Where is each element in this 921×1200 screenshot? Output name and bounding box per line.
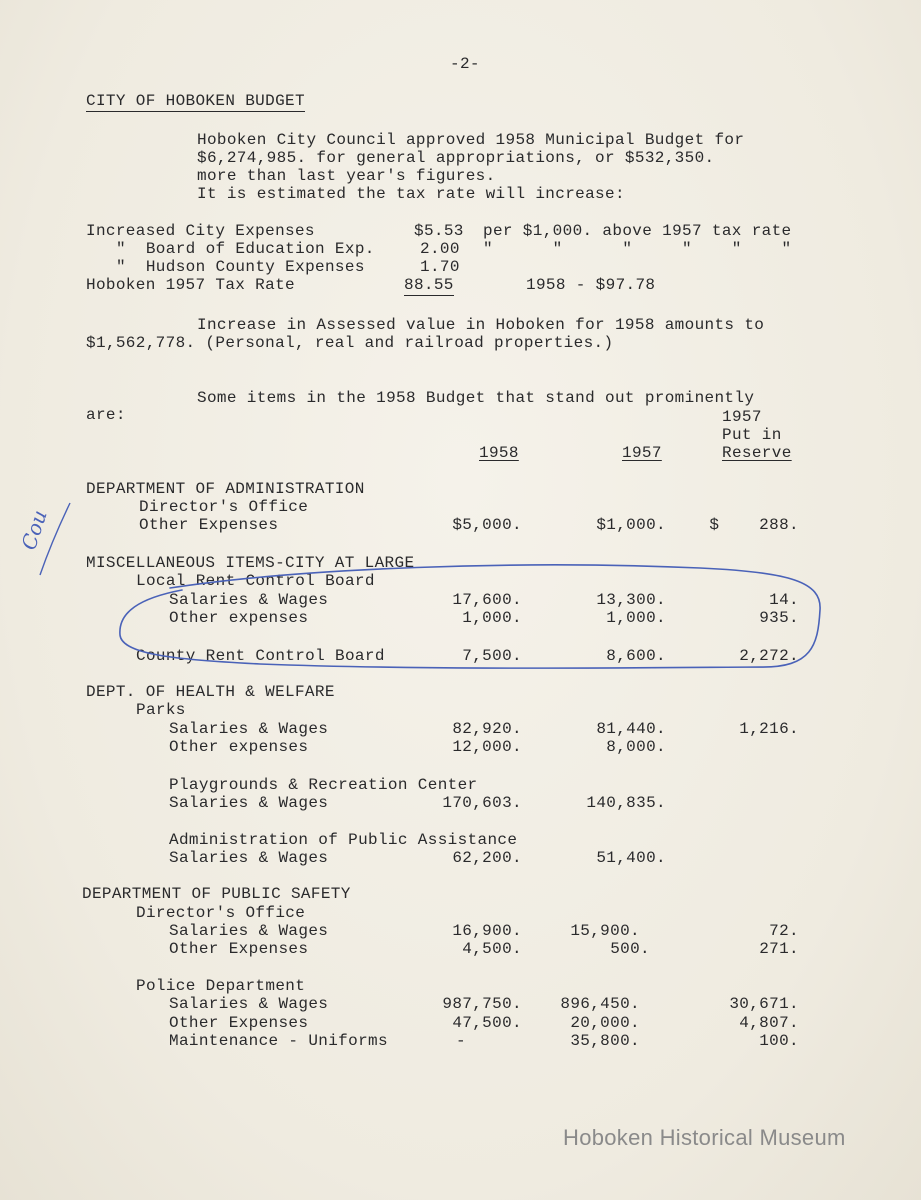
tax-value: 88.55 <box>404 276 454 294</box>
tax-label: Hoboken 1957 Tax Rate <box>86 276 295 294</box>
intro-line: Hoboken City Council approved 1958 Municipal Budget for <box>197 131 745 149</box>
row-value-1957: 8,000. <box>606 738 666 756</box>
row-label: Other expenses <box>169 738 309 756</box>
row-label: Playgrounds & Recreation Center <box>169 776 478 794</box>
row-value-reserve: 72. <box>769 922 799 940</box>
row-label: Local Rent Control Board <box>136 572 375 590</box>
row-value-1958: 170,603. <box>442 794 522 812</box>
column-reserve: Reserve <box>722 444 792 462</box>
intro-line: It is estimated the tax rate will increase: <box>197 185 625 203</box>
row-value-1958: 62,200. <box>452 849 522 867</box>
items-intro: Some items in the 1958 Budget that stand out prominently <box>197 389 755 407</box>
row-label: Director's Office <box>139 498 309 516</box>
row-value-reserve: 935. <box>759 609 799 627</box>
row-value-1957: 20,000. <box>570 1014 640 1032</box>
row-label: Salaries & Wages <box>169 922 329 940</box>
row-value-1957: 35,800. <box>570 1032 640 1050</box>
row-value-reserve: $ 288. <box>709 516 799 534</box>
row-value-1958: 987,750. <box>442 995 522 1013</box>
row-label: Other expenses <box>169 609 309 627</box>
row-value-reserve: 14. <box>769 591 799 609</box>
tax-value: $5.53 <box>414 222 464 240</box>
row-label: Police Department <box>136 977 306 995</box>
intro-line: more than last year's figures. <box>197 167 496 185</box>
row-value-1957: 1,000. <box>606 609 666 627</box>
row-value-1957: 15,900. <box>570 922 640 940</box>
tax-note: per $1,000. above 1957 tax rate <box>483 222 792 240</box>
assessed-line: Increase in Assessed value in Hoboken for 1958 amounts to <box>197 316 765 334</box>
tax-note: " " " " " " <box>483 240 792 258</box>
row-value-1957: 500. <box>610 940 650 958</box>
row-value-reserve: 271. <box>759 940 799 958</box>
column-1958: 1958 <box>479 444 519 462</box>
row-label: Maintenance - Uniforms <box>169 1032 388 1050</box>
row-label: Other Expenses <box>139 516 279 534</box>
page-title: CITY OF HOBOKEN BUDGET <box>86 92 305 110</box>
column-1957: 1957 <box>622 444 662 462</box>
row-label: Salaries & Wages <box>169 849 329 867</box>
row-value-1957: 13,300. <box>596 591 666 609</box>
row-label: Salaries & Wages <box>169 720 329 738</box>
row-value-1958: 12,000. <box>452 738 522 756</box>
tax-value: 2.00 <box>420 240 460 258</box>
row-label: Salaries & Wages <box>169 794 329 812</box>
row-value-1957: 81,440. <box>596 720 666 738</box>
row-label: Salaries & Wages <box>169 591 329 609</box>
row-label: Salaries & Wages <box>169 995 329 1013</box>
column-reserve-label: Put in <box>722 426 782 444</box>
tax-label: " Board of Education Exp. <box>116 240 375 258</box>
assessed-line: $1,562,778. (Personal, real and railroad properties.) <box>86 334 614 352</box>
row-value-reserve: 1,216. <box>739 720 799 738</box>
section-heading: MISCELLANEOUS ITEMS-CITY AT LARGE <box>86 554 415 572</box>
row-value-1957: 896,450. <box>560 995 640 1013</box>
row-value-1958: 7,500. <box>462 647 522 665</box>
row-value-1958: - <box>456 1032 466 1050</box>
row-label: Other Expenses <box>169 1014 309 1032</box>
tax-label: " Hudson County Expenses <box>116 258 365 276</box>
section-heading: DEPT. OF HEALTH & WELFARE <box>86 683 335 701</box>
row-value-1957: 8,600. <box>606 647 666 665</box>
row-value-1958: 82,920. <box>452 720 522 738</box>
row-label: Other Expenses <box>169 940 309 958</box>
margin-note: Cou <box>16 507 52 553</box>
row-value-1958: 4,500. <box>462 940 522 958</box>
row-value-1958: 1,000. <box>462 609 522 627</box>
tax-value: 1.70 <box>420 258 460 276</box>
row-value-reserve: 100. <box>759 1032 799 1050</box>
tax-label: Increased City Expenses <box>86 222 315 240</box>
section-heading: DEPARTMENT OF PUBLIC SAFETY <box>82 885 351 903</box>
section-heading: DEPARTMENT OF ADMINISTRATION <box>86 480 365 498</box>
row-value-1957: 140,835. <box>586 794 666 812</box>
row-value-1958: $5,000. <box>452 516 522 534</box>
intro-line: $6,274,985. for general appropriations, or $532,350. <box>197 149 715 167</box>
row-value-1958: 17,600. <box>452 591 522 609</box>
row-value-reserve: 2,272. <box>739 647 799 665</box>
row-label: Parks <box>136 701 186 719</box>
page-number: -2- <box>450 55 480 73</box>
row-label: Administration of Public Assistance <box>169 831 518 849</box>
row-value-1958: 16,900. <box>452 922 522 940</box>
items-intro: are: <box>86 406 126 424</box>
row-value-1957: 51,400. <box>596 849 666 867</box>
tax-note: 1958 - $97.78 <box>526 276 656 294</box>
row-value-1957: $1,000. <box>596 516 666 534</box>
row-label: Director's Office <box>136 904 306 922</box>
ink-loop-icon <box>120 565 820 668</box>
row-value-reserve: 30,671. <box>729 995 799 1013</box>
row-value-1958: 47,500. <box>452 1014 522 1032</box>
column-reserve-year: 1957 <box>722 408 762 426</box>
row-label: County Rent Control Board <box>136 647 385 665</box>
row-value-reserve: 4,807. <box>739 1014 799 1032</box>
watermark: Hoboken Historical Museum <box>563 1125 846 1150</box>
